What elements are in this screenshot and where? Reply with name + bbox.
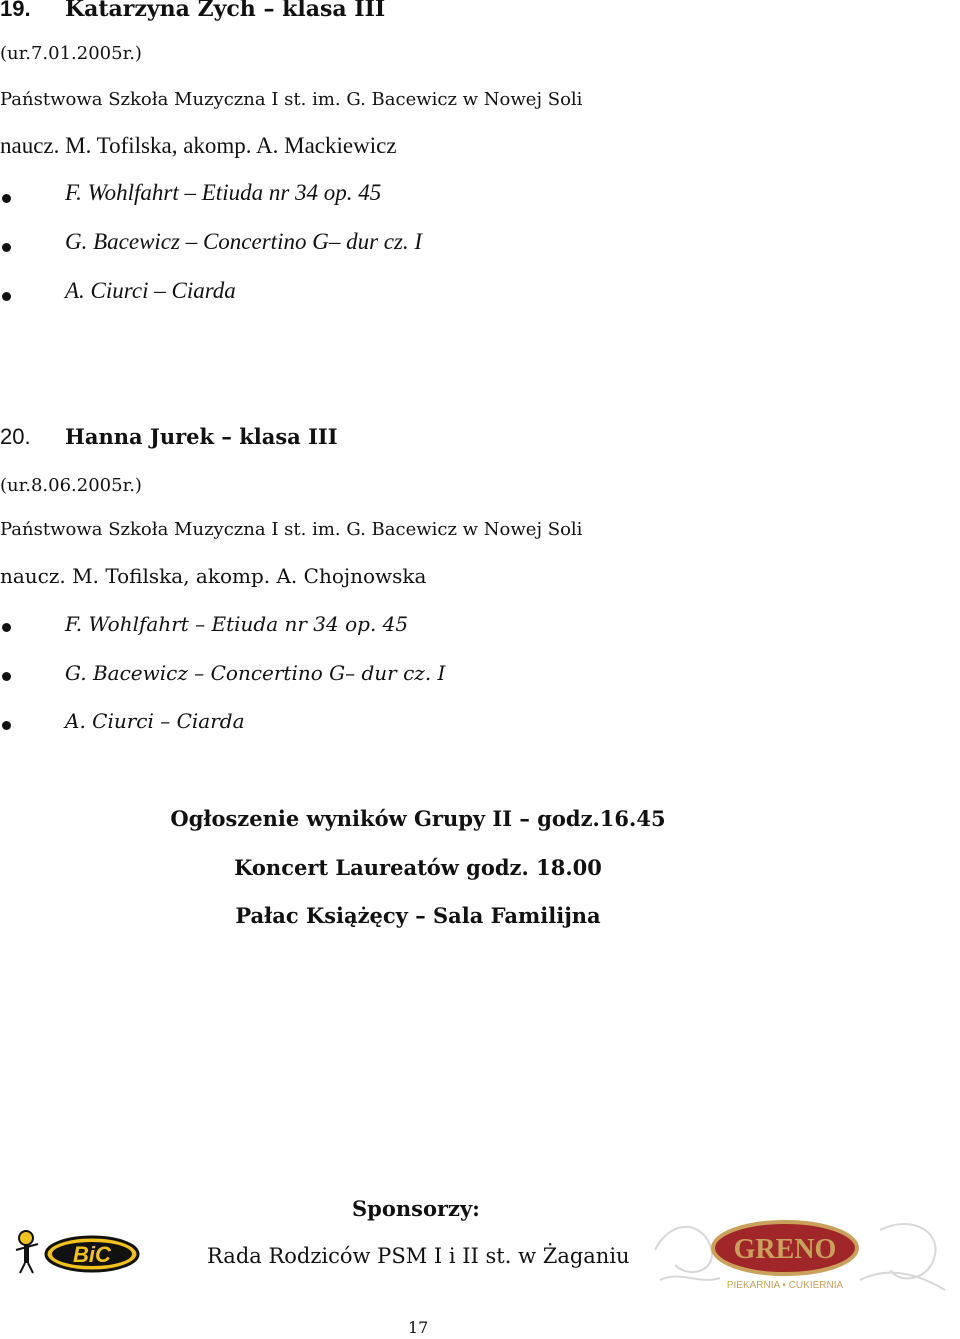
entry-20-school: Państwowa Szkoła Muzyczna I st. im. G. Bacewicz w Nowej Soli — [0, 519, 583, 540]
results-announcement: Ogłoszenie wyników Grupy II – godz.16.45 — [170, 806, 666, 831]
greno-logo-subtext: PIEKARNIA • CUKIERNIA — [726, 1280, 844, 1291]
bic-logo — [10, 1228, 140, 1278]
parents-council-sponsor: Rada Rodziców PSM I i II st. w Żaganiu — [207, 1244, 630, 1268]
greno-bakery-logo — [650, 1210, 950, 1300]
entry-20-number: 20. — [0, 424, 31, 449]
bullet-icon — [2, 243, 11, 252]
entry-19-school: Państwowa Szkoła Muzyczna I st. im. G. Bacewicz w Nowej Soli — [0, 89, 583, 110]
bullet-icon — [2, 623, 11, 632]
entry-20-piece-3: A. Ciurci – Ciarda — [65, 709, 245, 733]
entry-20-teachers: naucz. M. Tofilska, akomp. A. Chojnowska — [0, 564, 427, 588]
entry-19-birth: (ur.7.01.2005r.) — [0, 43, 142, 64]
bullet-icon — [2, 672, 11, 681]
entry-19-number: 19. — [0, 0, 31, 21]
entry-19-teachers: naucz. M. Tofilska, akomp. A. Mackiewicz — [0, 133, 397, 158]
entry-20-name: Hanna Jurek – klasa III — [65, 424, 338, 449]
entry-19-name: Katarzyna Zych – klasa III — [65, 0, 386, 22]
laureates-concert: Koncert Laureatów godz. 18.00 — [234, 855, 602, 880]
entry-19-piece-3: A. Ciurci – Ciarda — [65, 278, 236, 303]
venue: Pałac Książęcy – Sala Familijna — [235, 903, 601, 928]
entry-19-piece-2: G. Bacewicz – Concertino G– dur cz. I — [65, 229, 423, 254]
entry-19-piece-1: F. Wohlfahrt – Etiuda nr 34 op. 45 — [65, 180, 382, 205]
sponsors-heading: Sponsorzy: — [352, 1196, 480, 1221]
bullet-icon — [2, 721, 11, 730]
entry-20-piece-2: G. Bacewicz – Concertino G– dur cz. I — [65, 661, 446, 685]
bullet-icon — [2, 292, 11, 301]
bullet-icon — [2, 194, 11, 203]
entry-20-piece-1: F. Wohlfahrt – Etiuda nr 34 op. 45 — [65, 612, 409, 636]
bic-logo-text: BiC — [73, 1242, 111, 1267]
greno-logo-text: GRENO — [733, 1234, 837, 1265]
entry-20-birth: (ur.8.06.2005r.) — [0, 475, 142, 496]
page-number: 17 — [408, 1318, 429, 1337]
